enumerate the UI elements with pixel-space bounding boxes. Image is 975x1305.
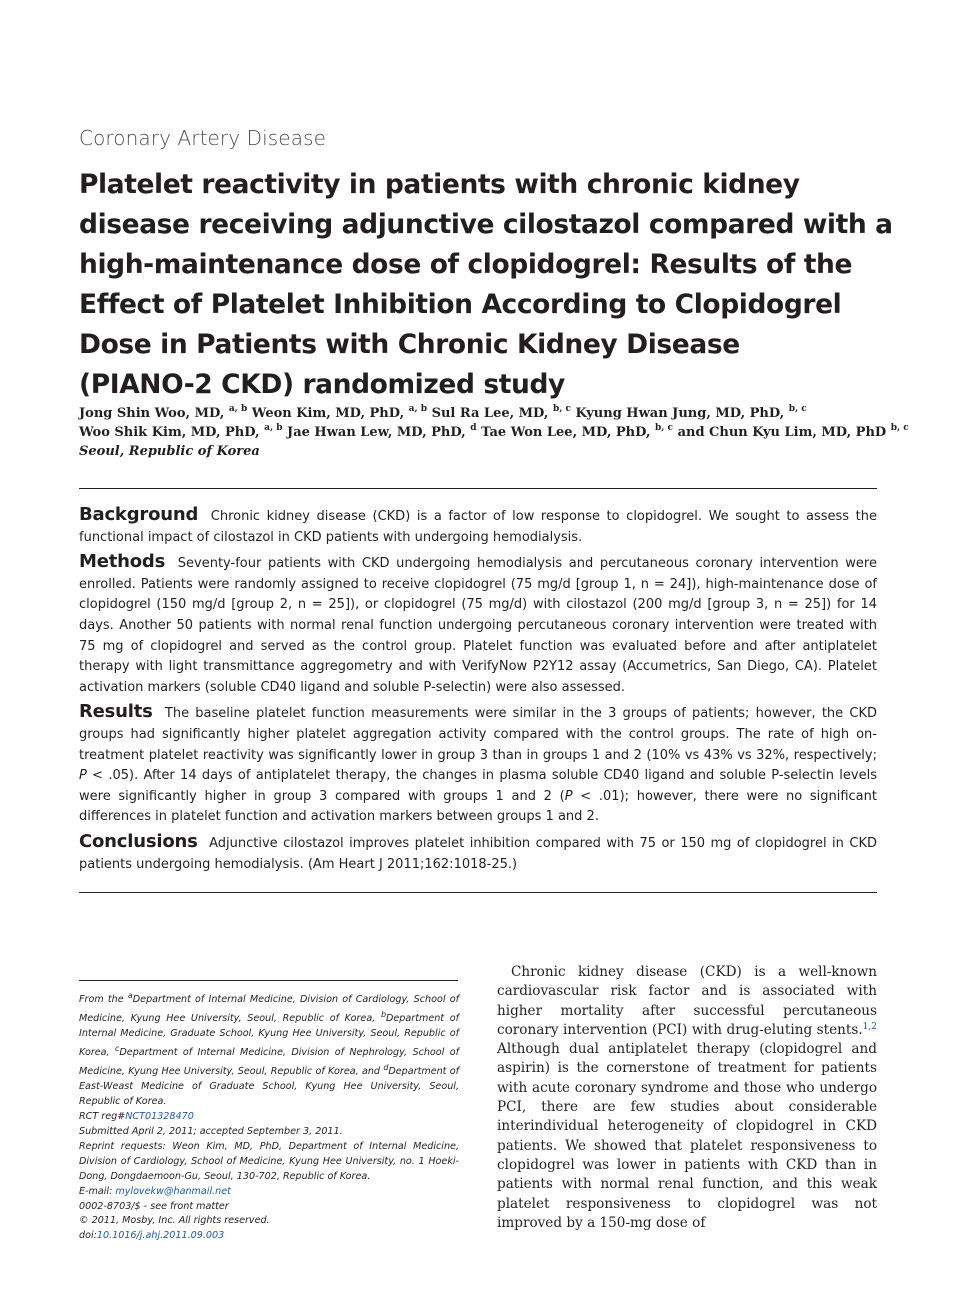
footnote-reprint: Reprint requests: Weon Kim, MD, PhD, Department of Internal Medicine, Division of Cardiology, School of Medicine, Kyung Hee University, no. 1 Hoeki-Dong, Dongdaemoon-Gu, Seoul, 130-702, Republic of Korea.: [79, 1140, 459, 1182]
abstract-text: < .01); however, there were no significant differences in platelet function and activation markers between groups 1 and 2.: [79, 788, 877, 825]
footnote-doi: [79, 1229, 459, 1244]
author-affiliation[interactable]: b, c: [788, 404, 807, 414]
author-affiliation[interactable]: b, c: [552, 404, 571, 414]
author-affiliation[interactable]: a, b: [264, 423, 283, 433]
author-name: Weon Kim, MD, PhD,: [251, 406, 405, 421]
abstract-bottom-rule: [79, 892, 877, 893]
author-affiliation[interactable]: b, c: [890, 423, 909, 433]
footnote-rule: [79, 980, 458, 981]
author-name: Sul Ra Lee, MD,: [431, 406, 549, 421]
abstract: [79, 505, 877, 879]
body-text: Although dual antiplatelet therapy (clopidogrel and aspirin) is the cornerstone of treatment for patients with acute coronary syndrome and those who undergo PCI, there are few studies about considerable interindividual heterogeneity of clopidogrel in CKD patients. We showed that platelet responsiveness to clopidogrel was lower in patients with CKD than in patients with normal renal function, and this weak platelet responsiveness to clopidogrel was not improved by a 150-mg dose of: [497, 1041, 877, 1231]
footnote-email: [79, 1185, 459, 1200]
author-name: Kyung Hwan Jung, MD, PhD,: [575, 406, 785, 421]
abstract-text: < .05). After 14 days of antiplatelet therapy, the changes in plasma soluble CD40 ligand and soluble P-selectin levels were significantly higher in group 3 compared with groups 1 and 2 (: [79, 768, 877, 804]
abstract-text: The baseline platelet function measurements were similar in the 3 groups of patients; however, the CKD groups had significantly higher platelet aggregation activity compared with the control groups. The rate of high on-treatment platelet reactivity was significantly lower in group 3 than in groups 1 and 2 (10% vs 43% vs 32%, respectively;: [79, 706, 877, 763]
abstract-text: Seventy-four patients with CKD undergoing hemodialysis and percutaneous coronary intervention were enrolled. Patients were randomly assigned to receive clopidogrel (75 mg/d [group 1, n = 24]), high-maintenance dose of clopidogrel (150 mg/d [group 2, n = 25]), or clopidogrel (75 mg/d) with cilostazol (200 mg/d [group 3, n = 25]) for 14 days. Another 50 patients with normal renal function undergoing percutaneous coronary intervention were treated with 75 mg of clopidogrel and served as the control group. Platelet function was evaluated before and after antiplatelet therapy with light transmittance aggregometry and with VerifyNow P2Y12 assay (Accumetrics, San Diego, CA). Platelet activation markers (soluble CD40 ligand and soluble P-selectin) were also assessed.: [79, 556, 877, 695]
article-title: [79, 165, 893, 405]
author-affiliation[interactable]: a, b: [228, 404, 248, 414]
footnote-text: E-mail:: [79, 1185, 116, 1197]
author-location: Seoul, Republic of Korea: [79, 444, 260, 459]
p-value-symbol: P: [79, 768, 87, 784]
email-link[interactable]: mylovekw@hanmail.net: [115, 1185, 231, 1197]
title-line: disease receiving adjunctive cilostazol compared with a: [79, 209, 893, 240]
footnote-issn: 0002-8703/$ - see front matter: [79, 1200, 229, 1212]
title-line: high-maintenance dose of clopidogrel: Results of the: [79, 249, 853, 280]
abstract-heading: Background: [79, 504, 199, 525]
abstract-heading: Results: [79, 701, 153, 723]
author-line: [79, 404, 889, 423]
rct-link[interactable]: NCT01328470: [125, 1111, 194, 1123]
author-name: Woo Shik Kim, MD, PhD,: [79, 425, 260, 440]
abstract-text: Adjunctive cilostazol improves platelet inhibition compared with 75 or 150 mg of clopidogrel in CKD patients undergoing hemodialysis. (Am Heart J 2011;162:1018-25.): [79, 835, 877, 872]
author-line: [79, 423, 909, 442]
abstract-top-rule: [79, 488, 877, 489]
author-list: [79, 404, 909, 461]
footnote-text: RCT reg#: [79, 1111, 126, 1123]
title-line: Platelet reactivity in patients with chronic kidney: [79, 169, 800, 200]
section-label: Coronary Artery Disease: [79, 126, 326, 150]
author-name: Jong Shin Woo, MD,: [79, 406, 225, 421]
p-value-symbol: P: [564, 788, 573, 804]
doi-link[interactable]: 10.1016/j.ahj.2011.09.003: [96, 1230, 225, 1242]
affiliation-marker: a: [127, 991, 133, 1000]
footnote-text: Department of Internal Medicine, Graduate School, Kyung Hee University, Seoul, Republic of Korea,: [79, 1013, 459, 1059]
abstract-heading: Methods: [79, 551, 166, 573]
footnote-text: Department of Internal Medicine, Division of Nephrology, School of Medicine, Kyung Hee University, Seoul, Republic of Korea, and: [79, 1047, 459, 1078]
footnote-affiliations: [79, 989, 459, 1110]
affiliation-marker: c: [115, 1044, 120, 1054]
title-line: Dose in Patients with Chronic Kidney Disease: [79, 329, 740, 360]
author-affiliation[interactable]: b, c: [654, 423, 674, 433]
footnote-text: Department of Internal Medicine, Division of Cardiology, School of Medicine, Kyung Hee University, Seoul, Republic of Korea,: [79, 994, 459, 1025]
footnote-submitted: Submitted April 2, 2011; accepted September 3, 2011.: [79, 1126, 343, 1137]
body-text: Chronic kidney disease (CKD) is a well-known cardiovascular risk factor and is associated with higher mortality after successful percutaneous coronary intervention (PCI) with drug-eluting stents.: [497, 964, 877, 1038]
abstract-results: [79, 702, 877, 828]
author-name: Jae Hwan Lew, MD, PhD,: [287, 425, 466, 440]
abstract-heading: Conclusions: [79, 830, 198, 852]
affiliation-marker: d: [383, 1063, 389, 1073]
reference-link[interactable]: 1,2: [862, 1021, 877, 1032]
title-line: Effect of Platelet Inhibition According to Clopidogrel: [79, 289, 842, 320]
footnotes: [79, 989, 459, 1244]
abstract-text: Chronic kidney disease (CKD) is a factor of low response to clopidogrel. We sought to assess the functional impact of cilostazol in CKD patients with undergoing hemodialysis.: [79, 509, 877, 545]
affiliation-marker: b: [380, 1010, 387, 1020]
footnote-text: From the: [79, 994, 128, 1006]
author-affiliation[interactable]: a, b: [408, 404, 428, 414]
author-name: Tae Won Lee, MD, PhD,: [481, 425, 651, 440]
abstract-methods: [79, 552, 877, 698]
abstract-background: [79, 505, 877, 548]
footnote-copyright: © 2011, Mosby, Inc. All rights reserved.: [79, 1215, 270, 1227]
body-paragraph: [497, 963, 877, 1233]
footnote-text: Department of East-Weast Medicine of Graduate School, Kyung Hee University, Seoul, Republic of Korea.: [79, 1066, 459, 1108]
author-name: and Chun Kyu Lim, MD, PhD: [677, 425, 887, 440]
footnote-rct: [79, 1110, 459, 1125]
footnote-text: doi:: [79, 1230, 97, 1242]
title-line: (PIANO-2 CKD) randomized study: [79, 369, 565, 400]
abstract-conclusions: [79, 832, 877, 875]
author-affiliation[interactable]: d: [470, 423, 477, 433]
